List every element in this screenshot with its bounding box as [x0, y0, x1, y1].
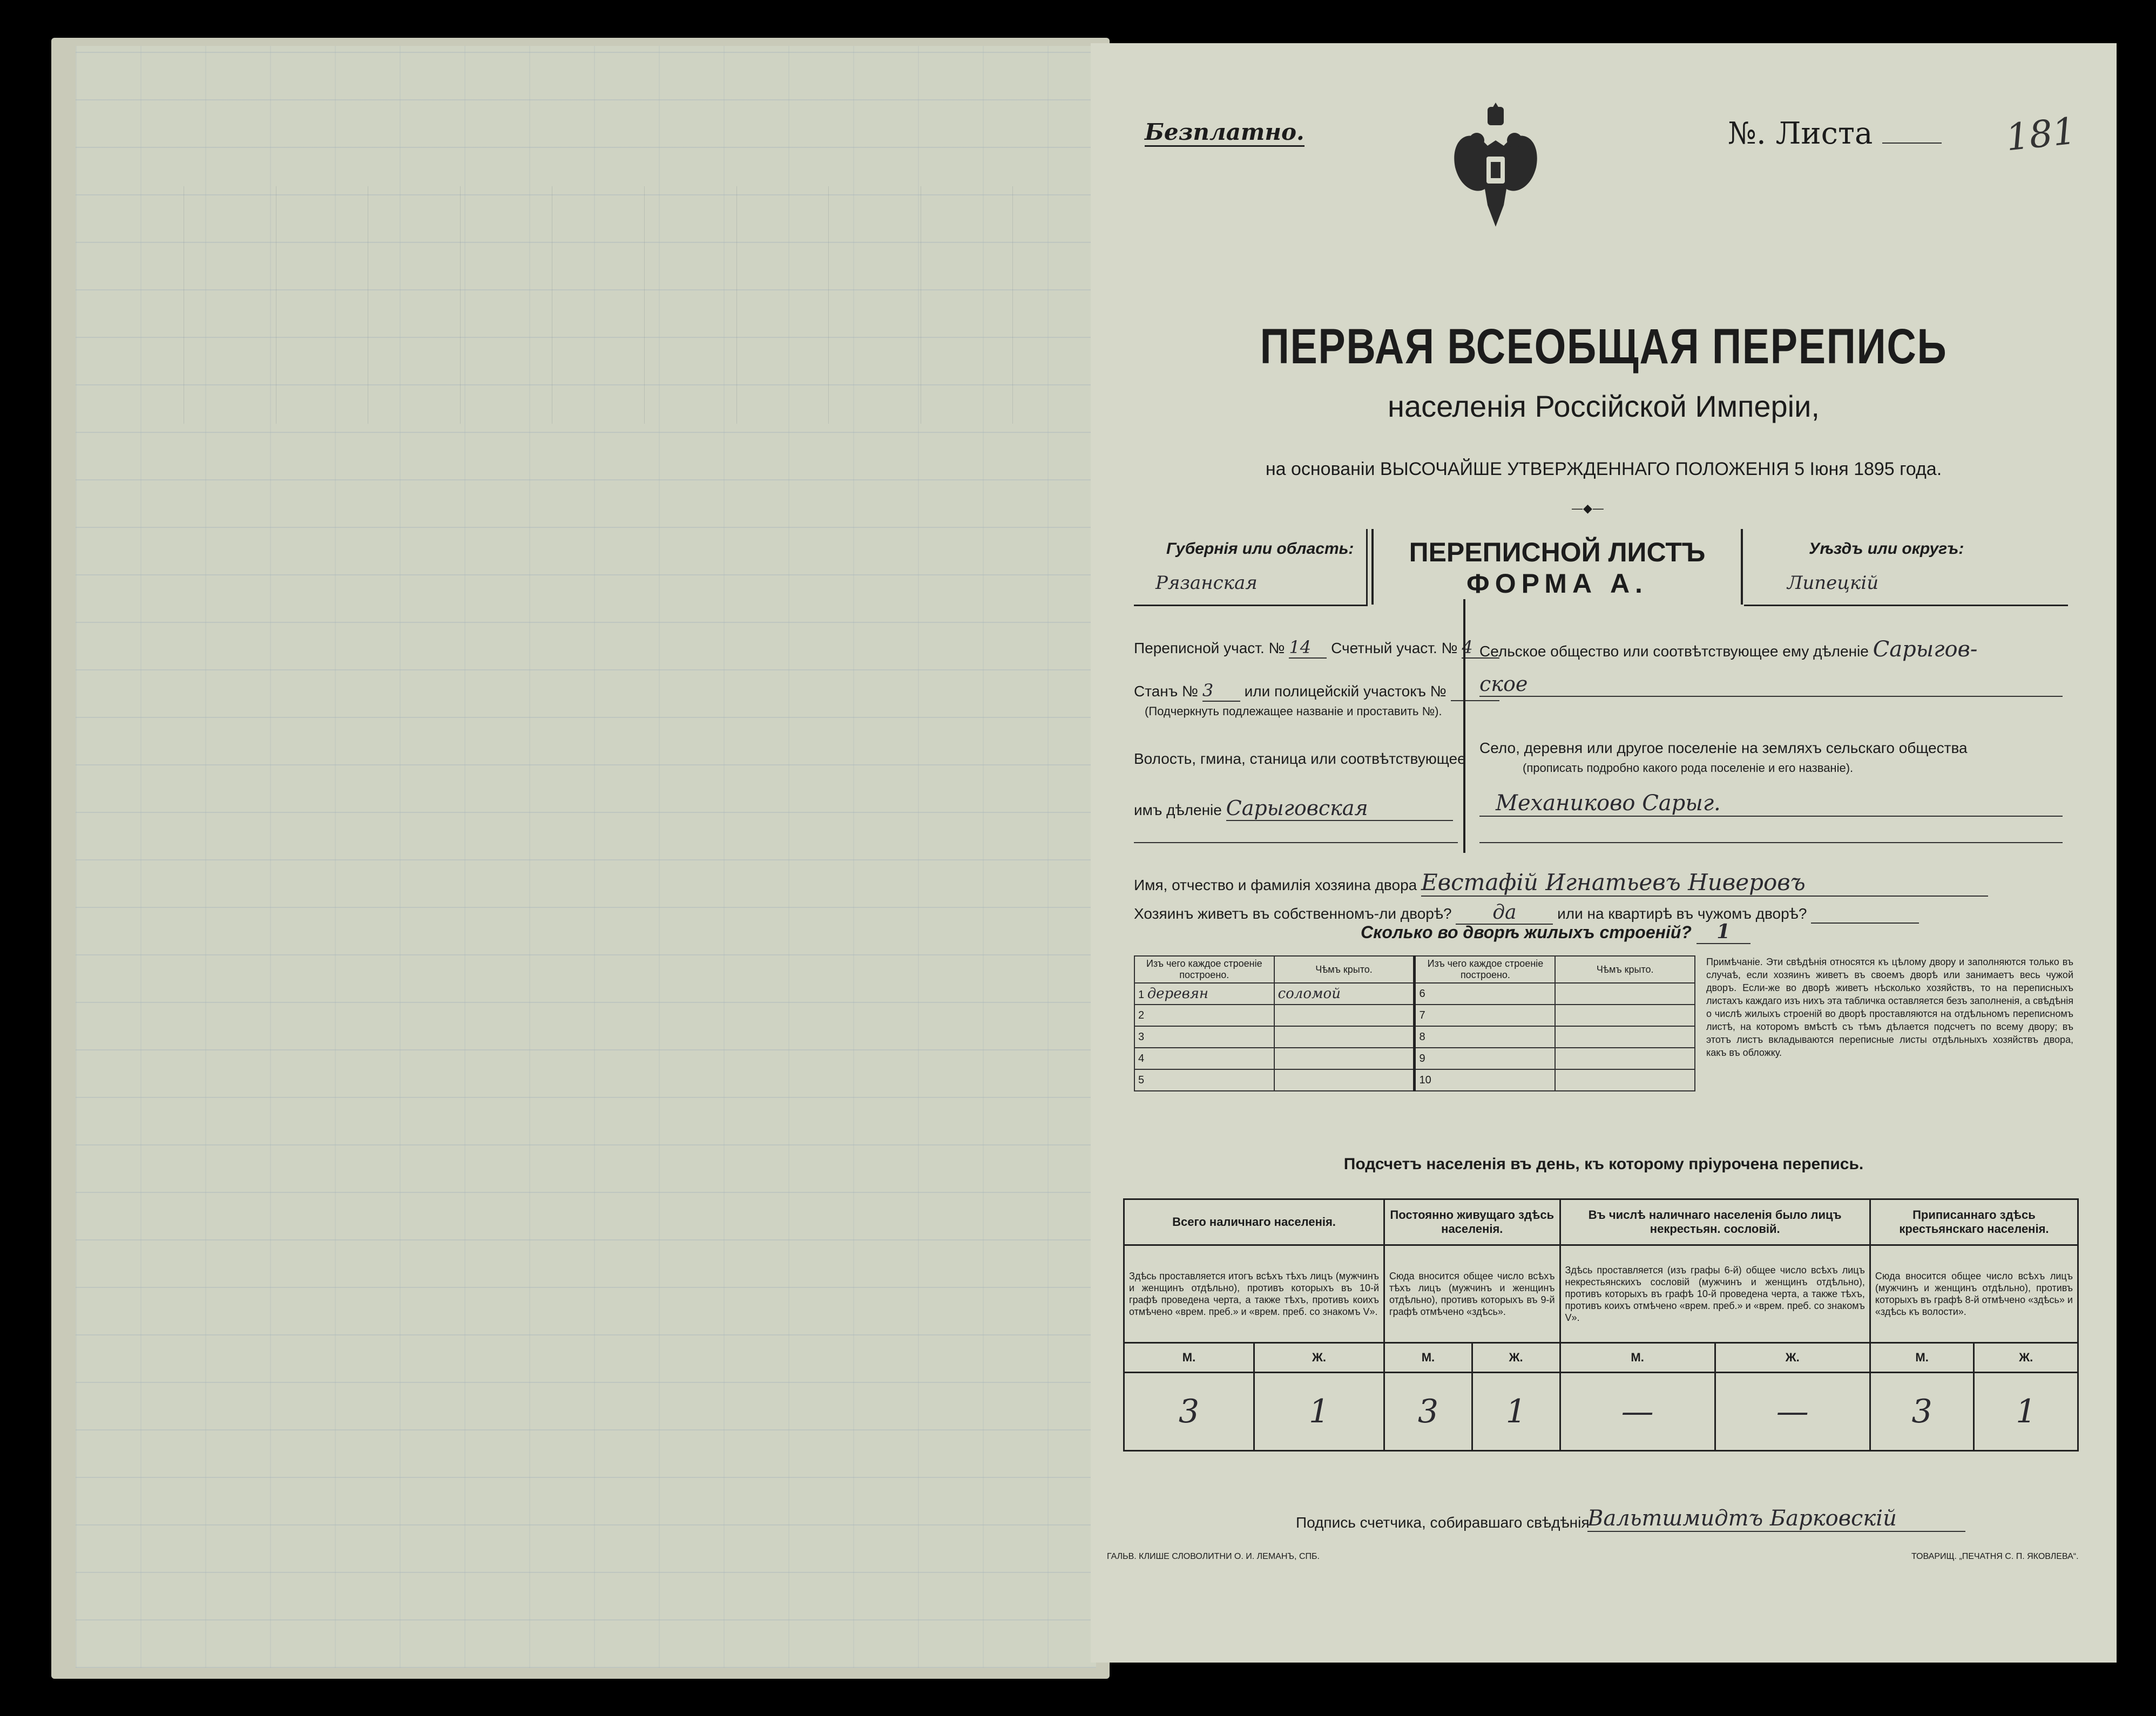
printer-footer-right: ТОВАРИЩ. „ПЕЧАТНЯ С. П. ЯКОВЛЕВА“.	[1911, 1552, 2079, 1561]
owner-value: Евстафій Игнатьевъ Ниверовъ	[1421, 869, 1988, 897]
village-value: Механиково Сарыг.	[1496, 791, 1721, 816]
sheet-stamp: 181	[2004, 110, 2078, 160]
society-value-2: ское	[1479, 672, 1528, 696]
province-box	[1134, 529, 1368, 606]
form-subtitle: населенія Россійской Имперіи,	[1388, 389, 1820, 423]
lives-other-label: или на квартирѣ въ чужомъ дворѣ?	[1557, 905, 1807, 922]
header-peasant: Приписаннаго здѣсь крестьянскаго населенія.	[1870, 1199, 2078, 1245]
table-row: 4 9	[1134, 1048, 1695, 1069]
left-page	[76, 46, 1096, 1668]
header-non-peasant: Въ числѣ наличнаго населенія было лицъ некрестьян. сословій.	[1560, 1199, 1870, 1245]
census-area-label: Переписной участ. №	[1134, 640, 1285, 656]
value-permanent-m: 3	[1384, 1373, 1472, 1451]
label-m: М.	[1384, 1343, 1472, 1373]
society-value-line	[1479, 672, 2063, 697]
owner-label: Имя, отчество и фамилія хозяина двора	[1134, 877, 1417, 893]
province-label: Губернія или область:	[1166, 540, 1354, 558]
form-box	[1371, 529, 1743, 605]
value-total-f: 1	[1254, 1373, 1384, 1451]
desc-permanent: Сюда вносится общее число всѣхъ тѣхъ лицъ (мужчинъ и женщинъ отдѣльно), противъ которыхъ въ 9-й графѣ отмѣчено «здѣсь».	[1384, 1245, 1560, 1343]
province-value: Рязанская	[1155, 572, 1258, 594]
owner-field	[1134, 869, 1988, 897]
table-row: 1 деревян соломой 6	[1134, 983, 1695, 1005]
label-f: Ж.	[1472, 1343, 1560, 1373]
sheet-number	[1728, 116, 1942, 151]
header-permanent: Постоянно живущаго здѣсь населенія.	[1384, 1199, 1560, 1245]
census-area-value: 14	[1289, 637, 1327, 659]
form-box-subtitle: ФОРМА А.	[1466, 568, 1648, 599]
police-label: или полицейскій участокъ №	[1244, 683, 1447, 700]
sheet-number-value	[1882, 143, 1942, 144]
desc-peasant: Сюда вносится общее число всѣхъ лицъ (мужчинъ и женщинъ отдѣльно), противъ которыхъ въ графѣ 8-й отмѣчено «здѣсь» и «здѣсь къ волости».	[1870, 1245, 2078, 1343]
col-roof-left: Чѣмъ крыто.	[1274, 956, 1415, 983]
census-area-field	[1134, 637, 1499, 659]
col-roof-right: Чѣмъ крыто.	[1555, 956, 1695, 983]
census-form-page	[1091, 43, 2117, 1663]
lives-own-value: да	[1456, 901, 1553, 925]
left-page-ghost-columns	[184, 186, 1101, 424]
label-f: Ж.	[1715, 1343, 1870, 1373]
volost-label: Волость, гмина, станица или соотвѣтствующее	[1134, 750, 1466, 767]
population-count-title: Подсчетъ населенія въ день, къ которому пріурочена перепись.	[1343, 1155, 1864, 1173]
buildings-question	[1361, 920, 1751, 944]
table-row: 2 7	[1134, 1005, 1695, 1026]
desc-total: Здѣсь проставляется итогъ всѣхъ тѣхъ лицъ (мужчинъ и женщинъ отдѣльно), противъ которыхъ въ 10-й графѣ проведена черта, а также тѣхъ, противъ коихъ отмѣчено «врем. преб.» и «врем. преб. со знакомъ V».	[1124, 1245, 1384, 1343]
table-row: 5 10	[1134, 1069, 1695, 1091]
label-m: М.	[1870, 1343, 1974, 1373]
label-m: М.	[1124, 1343, 1254, 1373]
value-total-m: 3	[1124, 1373, 1254, 1451]
underline-note: (Подчеркнуть подлежащее названіе и проставить №).	[1145, 704, 1442, 718]
header-total: Всего наличнаго населенія.	[1124, 1199, 1384, 1245]
value-peasant-m: 3	[1870, 1373, 1974, 1451]
volost-field	[1134, 796, 1453, 821]
legal-basis: на основаніи ВЫСОЧАЙШЕ УТВЕРЖДЕННАГО ПОЛОЖЕНІЯ 5 Іюня 1895 года.	[1265, 459, 1942, 479]
value-non-peasant-m: —	[1560, 1373, 1715, 1451]
volost-value: Сарыговская	[1226, 796, 1453, 821]
buildings-note: Примѣчаніе. Эти свѣдѣнія относятся къ цѣлому двору и заполняются только въ случаѣ, если хозяинъ живетъ въ своемъ дворѣ или занимаетъ весь чужой дворъ. Если-же во дворѣ живетъ нѣсколько хозяйствъ, то на переписныхъ листахъ каждаго изъ нихъ эта табличка оставляется безъ заполненія, а свѣдѣнія о числѣ жилыхъ строеній во дворѣ проставляются на отдѣльномъ переписномъ листѣ, на которомъ вмѣстѣ съ тѣмъ дѣлается подсчетъ по всему двору; въ этотъ листъ вкладываются переписные листы отдѣльныхъ хозяйствъ двора, какъ въ обложку.	[1706, 957, 2073, 1058]
buildings-question-label: Сколько во дворѣ жилыхъ строеній?	[1361, 923, 1692, 942]
free-label: Безплатно.	[1145, 119, 1305, 147]
district-label: Уѣздъ или округъ:	[1809, 540, 1964, 558]
volost-extra-line	[1134, 842, 1458, 843]
form-title: ПЕРВАЯ ВСЕОБЩАЯ ПЕРЕПИСЬ	[1260, 319, 1948, 374]
imperial-eagle-icon	[1444, 103, 1547, 238]
col-material-left: Изъ чего каждое строеніе построено.	[1134, 956, 1274, 983]
count-area-label: Счетный участ. №	[1331, 640, 1458, 656]
col-material-right: Изъ чего каждое строеніе построено.	[1415, 956, 1555, 983]
stan-field	[1134, 680, 1499, 702]
table-row: 3 8	[1134, 1026, 1695, 1048]
society-value: Сарыгов-	[1873, 637, 1978, 662]
desc-non-peasant: Здѣсь проставляется (изъ графы 6-й) общее число всѣхъ лицъ некрестьянскихъ сословій (мужчинъ и женщинъ отдѣльно), противъ которыхъ въ графѣ 10-й проведена черта, а также тѣхъ, противъ коихъ отмѣчено «врем. преб.» и «врем. преб. со знакомъ V».	[1560, 1245, 1870, 1343]
value-peasant-f: 1	[1974, 1373, 2078, 1451]
count-area-value: 4	[1462, 637, 1499, 659]
lives-own-label: Хозяинъ живетъ въ собственномъ-ли дворѣ?	[1134, 905, 1452, 922]
society-field	[1479, 637, 1977, 662]
form-box-title: ПЕРЕПИСНОЙ ЛИСТЪ	[1409, 537, 1706, 567]
signature-value: Вальтшмидтъ Барковскій	[1587, 1506, 1965, 1532]
sheet-number-label: №. Листа	[1728, 116, 1873, 151]
village-note: (прописать подробно какого рода поселеніе и его названіе).	[1523, 761, 1854, 775]
signature-label: Подпись счетчика, собиравшаго свѣдѣнія	[1296, 1514, 1590, 1531]
village-extra-line	[1479, 842, 2063, 843]
value-non-peasant-f: —	[1715, 1373, 1870, 1451]
village-value-line	[1479, 791, 2063, 817]
buildings-table	[1134, 955, 1695, 1091]
stan-value: 3	[1202, 680, 1240, 702]
label-f: Ж.	[1254, 1343, 1384, 1373]
printer-footer-left: ГАЛЬВ. КЛИШЕ СЛОВОЛИТНИ О. И. ЛЕМАНЪ, СПБ.	[1107, 1552, 1320, 1561]
society-label: Сельское общество или соотвѣтствующее ему дѣленіе	[1479, 643, 1869, 660]
label-f: Ж.	[1974, 1343, 2078, 1373]
volost-label-2: имъ дѣленіе	[1134, 802, 1222, 818]
field-divider	[1463, 599, 1465, 853]
population-table	[1123, 1198, 2079, 1452]
ornament-divider: —◆—	[1571, 502, 1604, 516]
district-box	[1744, 529, 2068, 606]
label-m: М.	[1560, 1343, 1715, 1373]
district-value: Липецкій	[1787, 572, 1879, 594]
buildings-count-value: 1	[1697, 920, 1751, 944]
stan-label: Станъ №	[1134, 683, 1199, 700]
village-label: Село, деревня или другое поселеніе на земляхъ сельскаго общества	[1479, 740, 1968, 756]
value-permanent-f: 1	[1472, 1373, 1560, 1451]
